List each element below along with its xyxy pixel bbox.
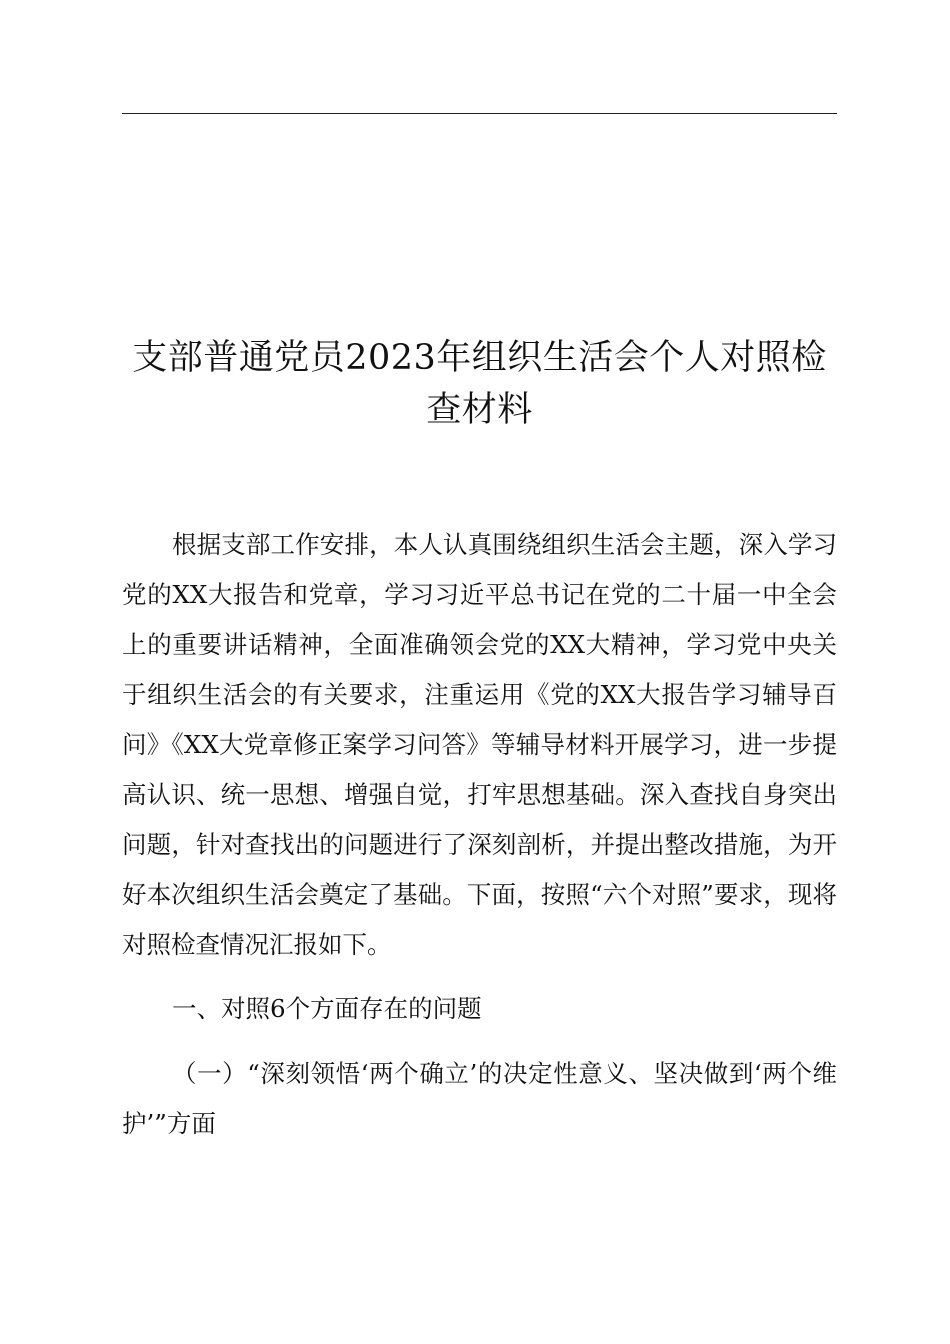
document-title: 支部普通党员2023年组织生活会个人对照检查材料 xyxy=(132,338,827,430)
section-heading: 一、对照6个方面存在的问题 xyxy=(172,994,482,1023)
intro-paragraph: 根据支部工作安排，本人认真围绕组织生活会主题，深入学习党的XX大报告和党章，学习习近平总书记在党的二十届一中全会上的重要讲话精神，全面准确领会党的XX大精神，学习党中央关于组织生活会的有关要求，注重运用《党的XX大报告学习辅导百问》《XX大党章修正案学习问答》等辅导材料开展学习，进一步提高认识、统一思想、增强自觉，打牢思想基础。深入查找自身突出问题，针对查找出的问题进行了深刻剖析，并提出整改措施，为开好本次组织生活会奠定了基础。下面，按照“六个对照”要求，现将对照检查情况汇报如下。 xyxy=(122,530,837,959)
header-rule xyxy=(122,113,837,114)
subsection-heading: （一）“深刻领悟‘两个确立’的决定性意义、坚决做到‘两个维护’”方面 xyxy=(122,1059,837,1138)
